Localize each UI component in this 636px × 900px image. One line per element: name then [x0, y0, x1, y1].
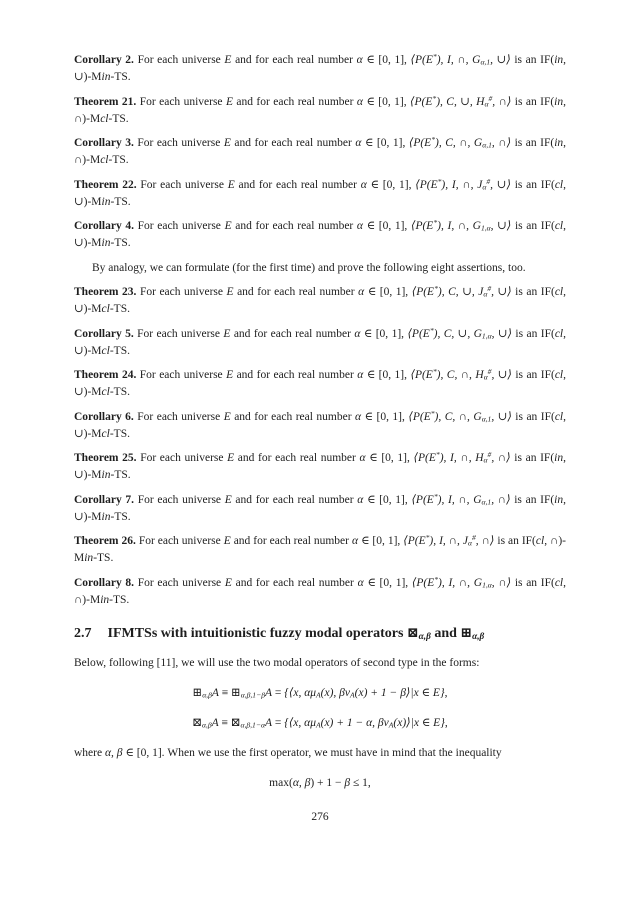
- assertion-list-bottom: [74, 284, 566, 609]
- assertion-paragraph: [74, 367, 566, 401]
- assertion-label: Corollary 5.: [74, 327, 134, 340]
- assertion-label: Corollary 2.: [74, 54, 134, 66]
- assertion-body: For each universe E and for each real number α ∈ [0, 1], ⟨P(E*), C, ∪, $J_\alpha^{\#}$, ∪⟩ is an IF(cl, ∪)-Mcl-TS.: [74, 284, 566, 315]
- page-number: 276: [311, 810, 329, 823]
- assertion-body: For each universe E and for each real number α ∈ [0, 1], ⟨P(E*), I, ∩, $H_\alpha^{\#}$, ∩⟩ is an IF(in, ∪)-Min-TS.: [74, 450, 566, 481]
- assertion-label: Corollary 8.: [74, 576, 135, 589]
- page-content: [74, 52, 566, 826]
- assertion-body: For each universe E and for each real number α ∈ [0, 1], ⟨P(E*), C, ∪, $G_{1,\alpha}$, ∪⟩ is an IF(cl, ∪)-Mcl-TS.: [74, 325, 566, 357]
- assertion-paragraph: [74, 492, 566, 526]
- assertion-paragraph: [74, 326, 566, 360]
- assertion-list-top: [74, 52, 566, 252]
- section-heading: [74, 625, 566, 643]
- assertion-paragraph: [74, 409, 566, 443]
- assertion-body: For each universe E and for each real number α ∈ [0, 1], ⟨P(E*), I, ∩, $G_{\alpha,1}$, ∩⟩ is an IF(in, ∪)-Min-TS.: [74, 491, 566, 523]
- assertion-label: Theorem 25.: [74, 452, 137, 464]
- assertion-body: For each universe E and for each real number α ∈ [0, 1], ⟨P(E*), C, ∩, $G_{\alpha,1}$, ∪⟩ is an IF(cl, ∪)-Mcl-TS.: [74, 408, 567, 440]
- assertion-label: Corollary 3.: [74, 137, 134, 149]
- assertion-label: Theorem 21.: [74, 95, 137, 108]
- assertion-label: Theorem 23.: [74, 286, 137, 298]
- assertion-paragraph: [74, 575, 566, 609]
- assertion-label: Corollary 4.: [74, 220, 134, 232]
- assertion-paragraph: [74, 284, 566, 318]
- assertion-paragraph: [74, 177, 566, 211]
- assertion-body: For each universe E and for each real number α ∈ [0, 1], ⟨P(E*), C, ∪, $H_\alpha^{\#}$, ∩⟩ is an IF(in, ∩)-Mcl-TS.: [74, 93, 566, 125]
- assertion-paragraph: [74, 450, 566, 484]
- assertion-label: Theorem 22.: [74, 178, 137, 191]
- formula-boxplus-operator: $⊞_{\alpha,\beta}A$ ≡ $⊞_{\alpha,\beta,1-\beta}A$ = {⟨x, $\alpha\mu_A(x)$, $\beta\nu_A(x) + 1$ − β⟩|x ∈ E},: [192, 686, 448, 700]
- intro-paragraph: Below, following [11], we will use the two modal operators of second type in the forms:: [74, 656, 480, 669]
- inequality-formula: max(α, β) + 1 − β ≤ 1,: [269, 776, 371, 789]
- assertion-body: For each universe E and for each real number α ∈ [0, 1], ⟨P(E*), C, ∩, $H_\alpha^{\#}$, ∪⟩ is an IF(cl, ∪)-Mcl-TS.: [74, 367, 566, 398]
- formula-boxtimes-operator: $⊠_{\alpha,\beta}A$ ≡ $⊠_{\alpha,\beta,1-\alpha}A$ = {⟨x, $\alpha\mu_A(x) + 1 - \alpha$, $\beta\nu_A(x)⟩|x$ ∈ E},: [192, 716, 448, 730]
- assertion-body: For each universe E and for each real number α ∈ [0, 1], ⟨P(E*), I, ∩, $G_{1,\alpha}$, ∪⟩ is an IF(cl, ∪)-Min-TS.: [74, 218, 567, 249]
- section-number: 2.7: [74, 625, 92, 641]
- assertion-label: Theorem 24.: [74, 369, 137, 381]
- section-title: IFMTSs with intuitionistic fuzzy modal operators $⊠_{\alpha,\beta}$ and $⊞_{\alpha,\beta}$: [107, 625, 485, 641]
- assertion-paragraph: [74, 94, 566, 128]
- assertion-body: For each universe E and for each real number α ∈ [0, 1], ⟨P(E*), I, ∩, $G_{1,\alpha}$, ∩⟩ is an IF(cl, ∩)-Min-TS.: [74, 574, 566, 606]
- assertion-body: For each universe E and for each real number α ∈ [0, 1], ⟨P(E*), I, ∩, $G_{\alpha,1}$, ∪⟩ is an IF(in, ∪)-Min-TS.: [74, 52, 567, 83]
- assertion-body: For each universe E and for each real number α ∈ [0, 1], ⟨P(E*), C, ∩, $G_{\alpha,1}$, ∩⟩ is an IF(in, ∩)-Mcl-TS.: [74, 135, 567, 166]
- analogy-paragraph: By analogy, we can formulate (for the first time) and prove the following eight assertions, too.: [92, 261, 526, 274]
- assertion-body: For each universe E and for each real number α ∈ [0, 1], ⟨P(E*), I, ∩, $J_\alpha^{\#}$, ∪⟩ is an IF(cl, ∪)-Min-TS.: [74, 176, 566, 208]
- assertion-label: Theorem 26.: [74, 535, 136, 547]
- assertion-paragraph: [74, 135, 566, 169]
- assertion-label: Corollary 7.: [74, 493, 134, 506]
- assertion-paragraph: [74, 52, 566, 86]
- assertion-paragraph: [74, 533, 566, 567]
- assertion-label: Corollary 6.: [74, 410, 134, 423]
- where-paragraph: where α, β ∈ [0, 1]. When we use the first operator, we must have in mind that the inequality: [74, 746, 502, 759]
- assertion-body: For each universe E and for each real number α ∈ [0, 1], ⟨P(E*), I, ∩, $J_\alpha^{\#}$, ∩⟩ is an IF(cl, ∩)-Min-TS.: [74, 533, 567, 564]
- assertion-paragraph: [74, 218, 566, 252]
